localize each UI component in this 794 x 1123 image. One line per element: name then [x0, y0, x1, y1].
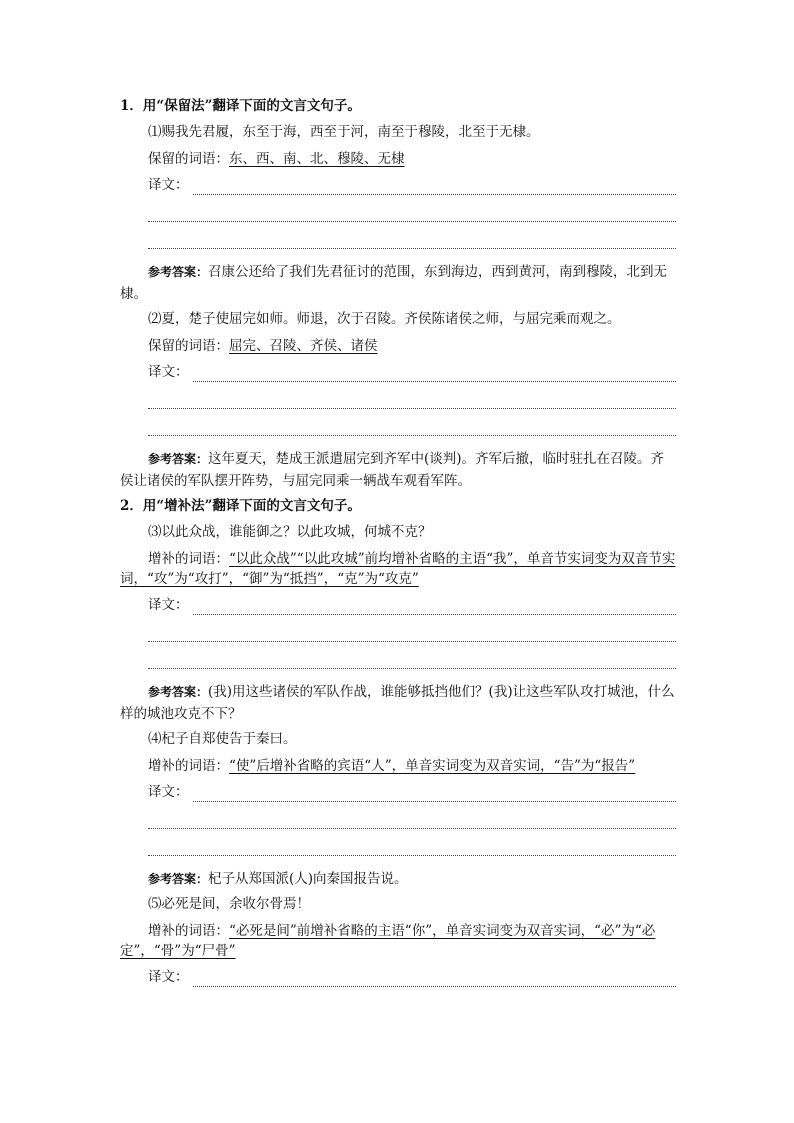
answer-blank[interactable] — [148, 808, 676, 829]
answer-blank[interactable] — [193, 600, 677, 615]
answer-blank[interactable] — [148, 201, 676, 222]
reference-answer-2 — [120, 448, 676, 492]
translation-line-4 — [148, 782, 676, 802]
added-words-value: “以此众战”“以此攻城”前均增补省略的主语“我”，单音节实词变为双音节实词，“攻”为“攻打”，“御”为“抵挡”，“克”为“攻克” — [120, 551, 676, 587]
answer-blank[interactable] — [148, 228, 676, 249]
retained-words-label: 保留的词语： — [148, 151, 229, 167]
reference-answer-text: 杞子从郑国派(人)向秦国报告说。 — [208, 871, 408, 887]
translation-label: 译文： — [148, 364, 189, 380]
reference-answer-text: 召康公还给了我们先君征讨的范围，东到海边，西到黄河，南到穆陵，北到无棣。 — [120, 264, 668, 302]
reference-answer-label: 参考答案： — [148, 452, 209, 466]
reference-answer-text: 这年夏天，楚成王派遣屈完到齐军中(谈判)。齐军后撤，临时驻扎在召陵。齐侯让诸侯的军队摆开阵势，与屈完同乘一辆战车观看军阵。 — [120, 451, 665, 489]
answer-blank[interactable] — [148, 415, 676, 436]
translation-label: 译文： — [148, 969, 189, 985]
retained-words-1 — [120, 149, 676, 169]
translation-line-3 — [148, 595, 676, 615]
question-4: ⑷杞子自郑使告于秦曰。 — [148, 731, 297, 747]
answer-blank[interactable] — [193, 367, 677, 382]
retained-words-value: 东、西、南、北、穆陵、无棣 — [229, 151, 405, 167]
reference-answer-3 — [120, 681, 676, 725]
answer-blank[interactable] — [193, 180, 677, 195]
translation-line-2 — [148, 362, 676, 382]
added-words-value: “使”后增补省略的宾语“人”，单音实词变为双音实词，“告”为“报告” — [229, 758, 636, 774]
retained-words-value: 屈完、召陵、齐侯、诸侯 — [229, 338, 378, 354]
retained-words-2 — [120, 336, 676, 356]
reference-answer-label: 参考答案： — [148, 265, 209, 279]
section-2-title: 2．用“增补法”翻译下面的文言文句子。 — [120, 498, 361, 514]
added-words-value: “必死是间”前增补省略的主语“你”，单音实词变为双音实词，“必”为“必定”，“骨”为“尸骨” — [120, 923, 656, 959]
reference-answer-4 — [120, 868, 676, 890]
answer-blank[interactable] — [148, 621, 676, 642]
answer-blank[interactable] — [148, 835, 676, 856]
section-1-title: 1．用“保留法”翻译下面的文言文句子。 — [120, 98, 361, 114]
question-5: ⑸必死是间，余收尔骨焉！ — [148, 896, 310, 912]
retained-words-label: 保留的词语： — [148, 338, 229, 354]
answer-blank[interactable] — [148, 648, 676, 669]
added-words-4 — [120, 756, 676, 776]
translation-label: 译文： — [148, 177, 189, 193]
added-words-label: 增补的词语： — [148, 758, 229, 774]
answer-blank[interactable] — [148, 388, 676, 409]
question-1: ⑴赐我先君履，东至于海，西至于河，南至于穆陵，北至于无棣。 — [148, 124, 540, 140]
translation-line-1 — [148, 175, 676, 195]
translation-label: 译文： — [148, 784, 189, 800]
question-3: ⑶以此众战，谁能御之？以此攻城，何城不克？ — [148, 524, 432, 540]
reference-answer-label: 参考答案： — [148, 872, 209, 886]
reference-answer-text: (我)用这些诸侯的军队作战，谁能够抵挡他们？(我)让这些军队攻打城池，什么样的城池攻克不下？ — [120, 684, 675, 722]
answer-blank[interactable] — [193, 787, 677, 802]
translation-label: 译文： — [148, 597, 189, 613]
translation-line-5 — [148, 967, 676, 987]
added-words-label: 增补的词语： — [148, 923, 229, 939]
reference-answer-1 — [120, 261, 676, 305]
added-words-3 — [120, 549, 676, 589]
document-page — [120, 96, 676, 987]
added-words-5 — [120, 921, 676, 961]
added-words-label: 增补的词语： — [148, 551, 229, 567]
answer-blank[interactable] — [193, 972, 677, 987]
question-2: ⑵夏，楚子使屈完如师。师退，次于召陵。齐侯陈诸侯之师，与屈完乘而观之。 — [148, 311, 621, 327]
reference-answer-label: 参考答案： — [148, 685, 209, 699]
